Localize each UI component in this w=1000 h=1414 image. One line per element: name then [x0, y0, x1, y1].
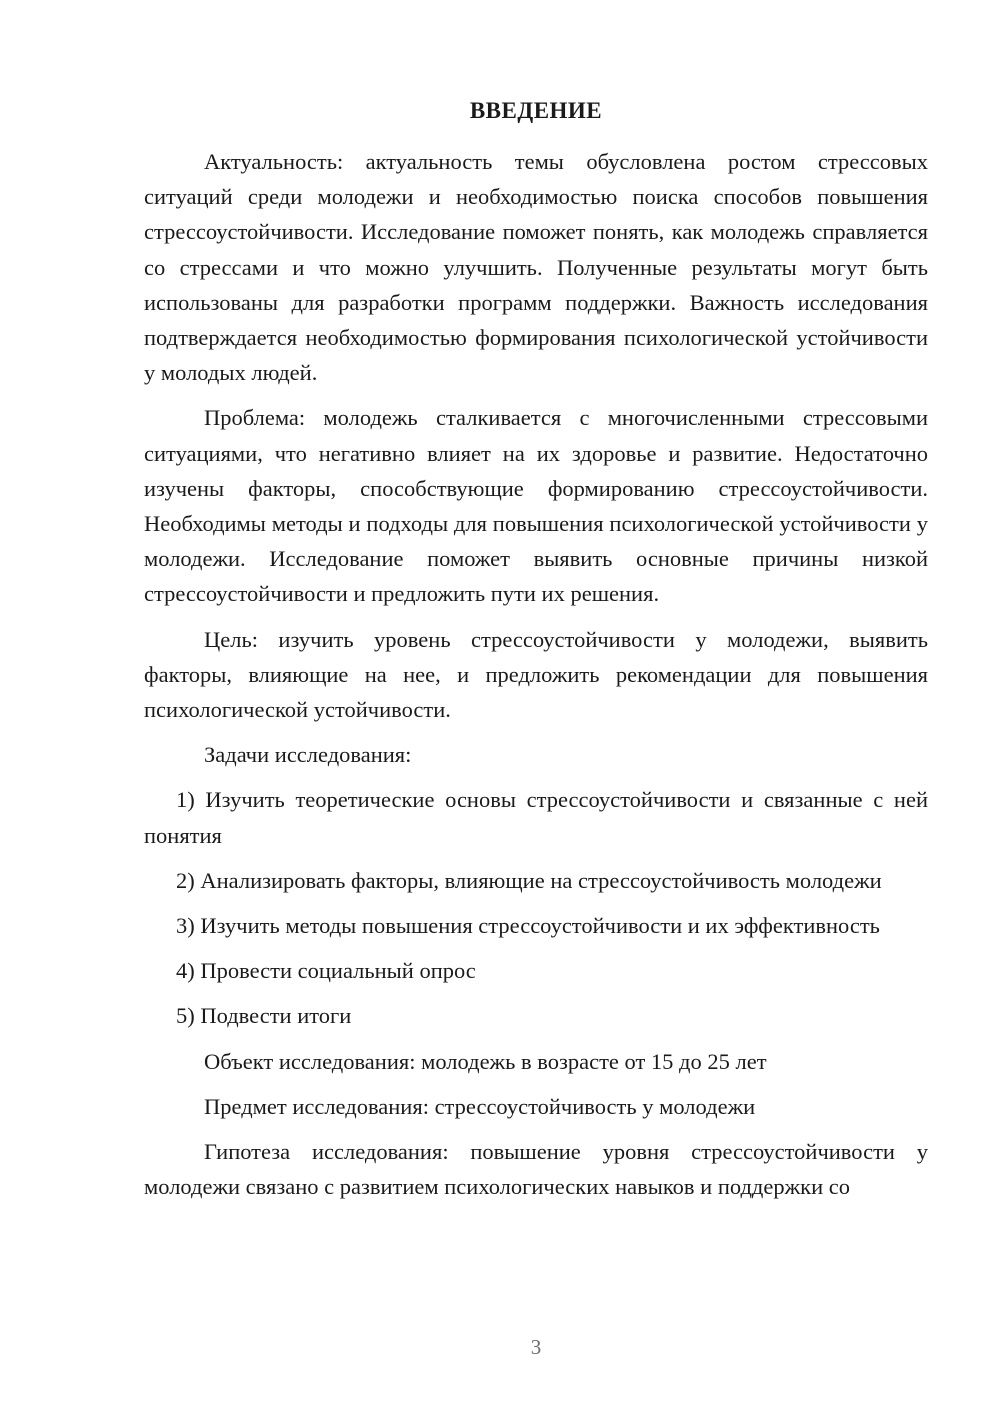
document-body: [144, 144, 928, 1214]
page-number: 3: [530, 1335, 542, 1359]
task-item-2: 2) Анализировать факторы, влияющие на стрессоустойчивость молодежи: [176, 867, 882, 893]
document-page: [144, 0, 928, 1414]
tasks-heading: Задачи исследования:: [204, 742, 412, 768]
problem-paragraph: Проблема: молодежь сталкивается с многочисленными стрессовыми ситуациями, что негативно влияет на их здоровье и развитие. Недостаточно изучены факторы, способствующие формированию стрессоустойчивости. Необходимы методы и подходы для повышения психологической устойчивости у молодежи. Исследование поможет выявить основные причины низкой стрессоустойчивости и предложить пути их решения.: [144, 405, 928, 607]
section-heading: ВВЕДЕНИЕ: [469, 98, 603, 123]
goal-paragraph: Цель: изучить уровень стрессоустойчивости у молодежи, выявить факторы, влияющие на нее, и предложить рекомендации для повышения психологической устойчивости.: [144, 626, 928, 723]
subject-paragraph: Предмет исследования: стрессоустойчивость у молодежи: [204, 1093, 756, 1119]
task-item-5: 5) Подвести итоги: [176, 1003, 352, 1029]
object-paragraph: Объект исследования: молодежь в возрасте от 15 до 25 лет: [204, 1048, 767, 1074]
task-item-4: 4) Провести социальный опрос: [176, 958, 476, 984]
relevance-paragraph: Актуальность: актуальность темы обусловлена ростом стрессовых ситуаций среди молодежи и необходимостью поиска способов повышения стрессоустойчивости. Исследование поможет понять, как молодежь справляется со стрессами и что можно улучшить. Полученные результаты могут быть использованы для разработки программ поддержки. Важность исследования подтверждается необходимостью формирования психологической устойчивости у молодых людей.: [144, 149, 928, 386]
task-item-1: 1) Изучить теоретические основы стрессоустойчивости и связанные с ней понятия: [144, 787, 928, 848]
hypothesis-paragraph: Гипотеза исследования: повышение уровня стрессоустойчивости у молодежи связано с развитием психологических навыков и поддержки со: [144, 1139, 928, 1200]
task-item-3: 3) Изучить методы повышения стрессоустойчивости и их эффективность: [176, 913, 880, 939]
